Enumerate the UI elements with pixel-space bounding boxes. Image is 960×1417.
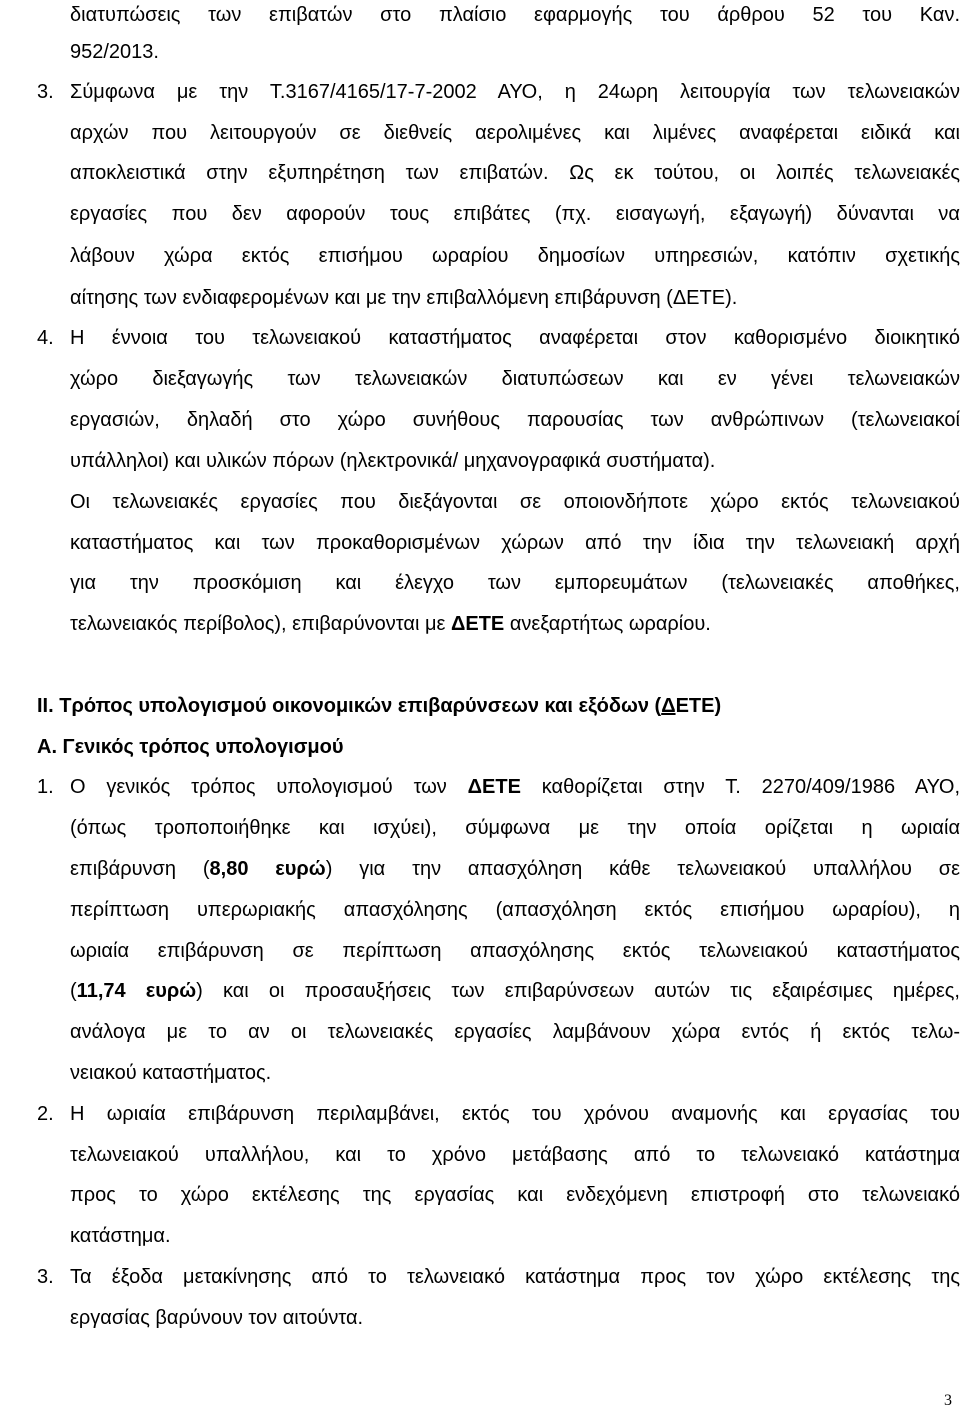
list-number: 4. — [37, 327, 54, 349]
paragraph-line: Η ωριαία επιβάρυνση περιλαμβάνει, εκτός του χρόνου αναμονής και εργασίας του — [70, 1103, 960, 1125]
paragraph-line — [70, 854, 960, 884]
text-run: ΕΤΕ) — [675, 695, 722, 717]
text-run: επιβάρυνση ( — [70, 858, 210, 880]
text-run: ανεξαρτήτως ωραρίου. — [504, 613, 711, 635]
page-number: 3 — [944, 1392, 952, 1409]
paragraph-line: προς το χώρο εκτέλεσης της εργασίας και ενδεχόμενη επιστροφή στο τελωνειακό — [70, 1184, 960, 1206]
paragraph-line: καταστήματος και των προκαθορισμένων χώρων από την ίδια την τελωνειακή αρχή — [70, 532, 960, 554]
paragraph-line: Σύμφωνα με την Τ.3167/4165/17-7-2002 ΑΥΟ, η 24ωρη λειτουργία των τελωνειακών — [70, 81, 960, 103]
paragraph-line: Τα έξοδα μετακίνησης από το τελωνειακό κατάστημα προς τον χώρο εκτέλεσης της — [70, 1266, 960, 1288]
list-number: 3. — [37, 1266, 54, 1288]
paragraph-line: ωριαία επιβάρυνση σε περίπτωση απασχόλησης εκτός τελωνειακού καταστήματος — [70, 940, 960, 962]
bold-text: ΔΕΤΕ — [467, 776, 521, 798]
paragraph-line: αποκλειστικά στην εξυπηρέτηση των επιβατών. Ως εκ τούτου, οι λοιπές τελωνειακές — [70, 162, 960, 184]
paragraph-line: περίπτωση υπερωριακής απασχόλησης (απασχόληση εκτός επισήμου ωραρίου), η — [70, 899, 960, 921]
subsection-heading: Α. Γενικός τρόπος υπολογισμού — [37, 736, 344, 758]
bold-text: 11,74 ευρώ — [76, 980, 197, 1002]
text-run: ) για την απασχόληση κάθε τελωνειακού υπαλλήλου σε — [325, 858, 960, 880]
paragraph-line: εργασίες που δεν αφορούν τους επιβάτες (πχ. εισαγωγή, εξαγωγή) δύνανται να — [70, 203, 960, 225]
list-number: 2. — [37, 1103, 54, 1125]
section-heading — [37, 691, 721, 721]
paragraph-line — [70, 976, 960, 1006]
text-run: ) και οι προσαυξήσεις των επιβαρύνσεων αυτών τις εξαιρέσιμες ημέρες, — [196, 980, 960, 1002]
paragraph-line: κατάστημα. — [70, 1225, 171, 1247]
bold-text: ΔΕΤΕ — [450, 613, 505, 635]
text-run: ΙΙ. Τρόπος υπολογισμού οικονομικών επιβαρύνσεων και εξόδων ( — [37, 695, 662, 717]
paragraph-line: νειακού καταστήματος. — [70, 1062, 272, 1084]
paragraph-line: για την προσκόμιση και έλεγχο των εμπορευμάτων (τελωνειακές αποθήκες, — [70, 572, 960, 594]
text-run: ( — [70, 980, 77, 1002]
paragraph-line — [70, 772, 960, 802]
text-run: τελωνειακός περίβολος), επιβαρύνονται με — [70, 613, 451, 635]
paragraph-line: εργασιών, δηλαδή στο χώρο συνήθους παρουσίας των ανθρώπινων (τελωνειακοί — [70, 409, 960, 431]
text-run: καθορίζεται στην Τ. 2270/409/1986 ΑΥΟ, — [520, 776, 960, 798]
list-number: 1. — [37, 776, 54, 798]
paragraph-line: αρχών που λειτουργούν σε διεθνείς αερολιμένες και λιμένες αναφέρεται ειδικά και — [70, 122, 960, 144]
list-number: 3. — [37, 81, 54, 103]
paragraph-line: (όπως τροποποιήθηκε και ισχύει), σύμφωνα με την οποία ορίζεται η ωριαία — [70, 817, 960, 839]
paragraph-line: ανάλογα με το αν οι τελωνειακές εργασίες λαμβάνουν χώρα εντός ή εκτός τελω- — [70, 1021, 960, 1043]
paragraph-line: χώρο διεξαγωγής των τελωνειακών διατυπώσεων και εν γένει τελωνειακών — [70, 368, 960, 390]
text-run: Ο γενικός τρόπος υπολογισμού των — [70, 776, 468, 798]
paragraph-line: αίτησης των ενδιαφερομένων και με την επιβαλλόμενη επιβάρυνση (ΔΕΤΕ). — [70, 287, 738, 309]
bold-text: 8,80 ευρώ — [209, 858, 326, 880]
paragraph-line: διατυπώσεις των επιβατών στο πλαίσιο εφαρμογής του άρθρου 52 του Καν. — [70, 4, 960, 26]
underlined-text: Δ — [661, 695, 676, 717]
paragraph-line: λάβουν χώρα εκτός επισήμου ωραρίου δημοσίων υπηρεσιών, κατόπιν σχετικής — [70, 245, 960, 267]
paragraph-line: εργασίας βαρύνουν τον αιτούντα. — [70, 1307, 364, 1329]
paragraph-line: τελωνειακού υπαλλήλου, και το χρόνο μετάβασης από το τελωνειακό κατάστημα — [70, 1144, 960, 1166]
paragraph-line: υπάλληλοι) και υλικών πόρων (ηλεκτρονικά/ μηχανογραφικά συστήματα). — [70, 450, 716, 472]
paragraph-line: Η έννοια του τελωνειακού καταστήματος αναφέρεται στον καθορισμένο διοικητικό — [70, 327, 960, 349]
paragraph-line: 952/2013. — [70, 41, 159, 63]
paragraph-line — [70, 609, 711, 639]
paragraph-line: Οι τελωνειακές εργασίες που διεξάγονται σε οποιονδήποτε χώρο εκτός τελωνειακού — [70, 491, 960, 513]
